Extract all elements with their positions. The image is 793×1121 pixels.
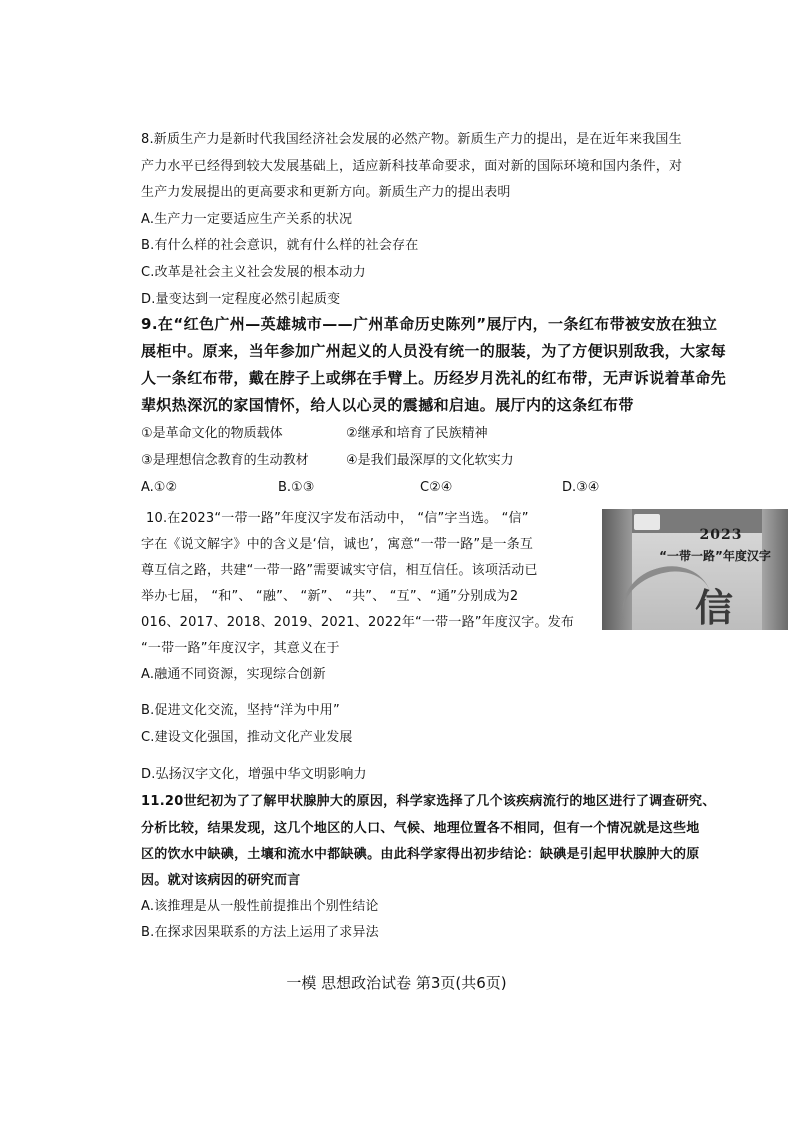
q9-stem-line-1: 9.在“红色广州—英雄城市——广州革命历史陈列”展厅内，一条红布带被安放在独立 — [141, 315, 718, 333]
event-logo-icon — [634, 514, 660, 530]
q9-stem-line-4: 辈炽热深沉的家国情怀，给人以心灵的震撼和启迪。展厅内的这条红布带 — [141, 396, 634, 414]
q10-stem-line-5: 016、2017、2018、2019、2021、2022年“一带一路”年度汉字。发布 — [141, 615, 575, 630]
q9-stem-line-2: 展柜中。原来，当年参加广州起义的人员没有统一的服装，为了方便识别敌我，大家每 — [141, 342, 727, 360]
q9-stem-line-3: 人一条红布带，戴在脖子上或绑在手臂上。历经岁月洗礼的红布带，无声诉说着革命先 — [141, 369, 727, 387]
q10-stem-line-3: 尊互信之路，共建“一带一路”需要诚实守信，相互信任。该项活动已 — [141, 563, 538, 578]
q11-stem-line-1: 11.20世纪初为了了解甲状腺肿大的原因，科学家选择了几个该疾病流行的地区进行了调查研究、 — [141, 794, 716, 809]
q10-stem-line-1: 10.在2023“一带一路”年度汉字发布活动中， “信”字当选。 “信” — [146, 511, 529, 526]
q11-stem-line-4: 因。就对该病因的研究而言 — [141, 873, 301, 888]
q9-choice-d: D.③④ — [562, 480, 600, 495]
q10-option-b: B.促进文化交流，坚持“洋为中用” — [141, 703, 340, 718]
q8-option-a: A.生产力一定要适应生产关系的状况 — [141, 212, 353, 227]
q8-option-c: C.改革是社会主义社会发展的根本动力 — [141, 265, 366, 280]
q11-stem-line-2: 分析比较，结果发现，这几个地区的人口、气候、地理位置各不相同，但有一个情况就是这些地 — [141, 821, 700, 836]
q11-option-a: A.该推理是从一般性前提推出个别性结论 — [141, 899, 379, 914]
q9-choice-c: C②④ — [420, 480, 453, 495]
photo-year: 2023 — [699, 527, 743, 543]
q8-stem-line-2: 产力水平已经得到较大发展基础上，适应新科技革命要求，面对新的国际环境和国内条件，对 — [141, 159, 683, 174]
q10-stem-line-2: 字在《说文解字》中的含义是‘信，诚也’，寓意“一带一路”是一条互 — [141, 537, 534, 552]
q10-option-d: D.弘扬汉字文化，增强中华文明影响力 — [141, 767, 367, 782]
q11-stem-line-3: 区的饮水中缺碘，土壤和流水中都缺碘。由此科学家得出初步结论：缺碘是引起甲状腺肿大的原 — [141, 847, 700, 862]
q8-stem-line-3: 生产力发展提出的更高要求和更新方向。新质生产力的提出表明 — [141, 185, 511, 200]
q8-stem-line-1: 8.新质生产力是新时代我国经济社会发展的必然产物。新质生产力的提出，是在近年来我国生 — [141, 132, 682, 147]
character-of-the-year-photo — [602, 509, 788, 630]
photo-caption: “一带一路”年度汉字 — [659, 549, 771, 563]
q9-statement-2: ②继承和培育了民族精神 — [346, 426, 488, 441]
q9-statement-4: ④是我们最深厚的文化软实力 — [346, 453, 514, 468]
q8-option-b: B.有什么样的社会意识，就有什么样的社会存在 — [141, 238, 419, 253]
q10-option-c: C.建设文化强国，推动文化产业发展 — [141, 730, 353, 745]
photo-character: 信 — [694, 585, 733, 630]
q9-choice-a: A.①② — [141, 480, 178, 495]
page-footer: 一模 思想政治试卷 第3页(共6页) — [286, 974, 507, 992]
q8-option-d: D.量变达到一定程度必然引起质变 — [141, 292, 341, 307]
q11-option-b: B.在探求因果联系的方法上运用了求异法 — [141, 925, 379, 940]
q10-stem-line-4: 举办七届， “和”、 “融”、 “新”、 “共”、 “互”、“通”分别成为2 — [141, 589, 519, 604]
q9-statement-3: ③是理想信念教育的生动教材 — [141, 453, 309, 468]
q9-statement-1: ①是革命文化的物质载体 — [141, 426, 283, 441]
q9-choice-b: B.①③ — [278, 480, 315, 495]
q10-stem-line-6: “一带一路”年度汉字，其意义在于 — [141, 641, 340, 656]
q10-option-a: A.融通不同资源，实现综合创新 — [141, 667, 326, 682]
